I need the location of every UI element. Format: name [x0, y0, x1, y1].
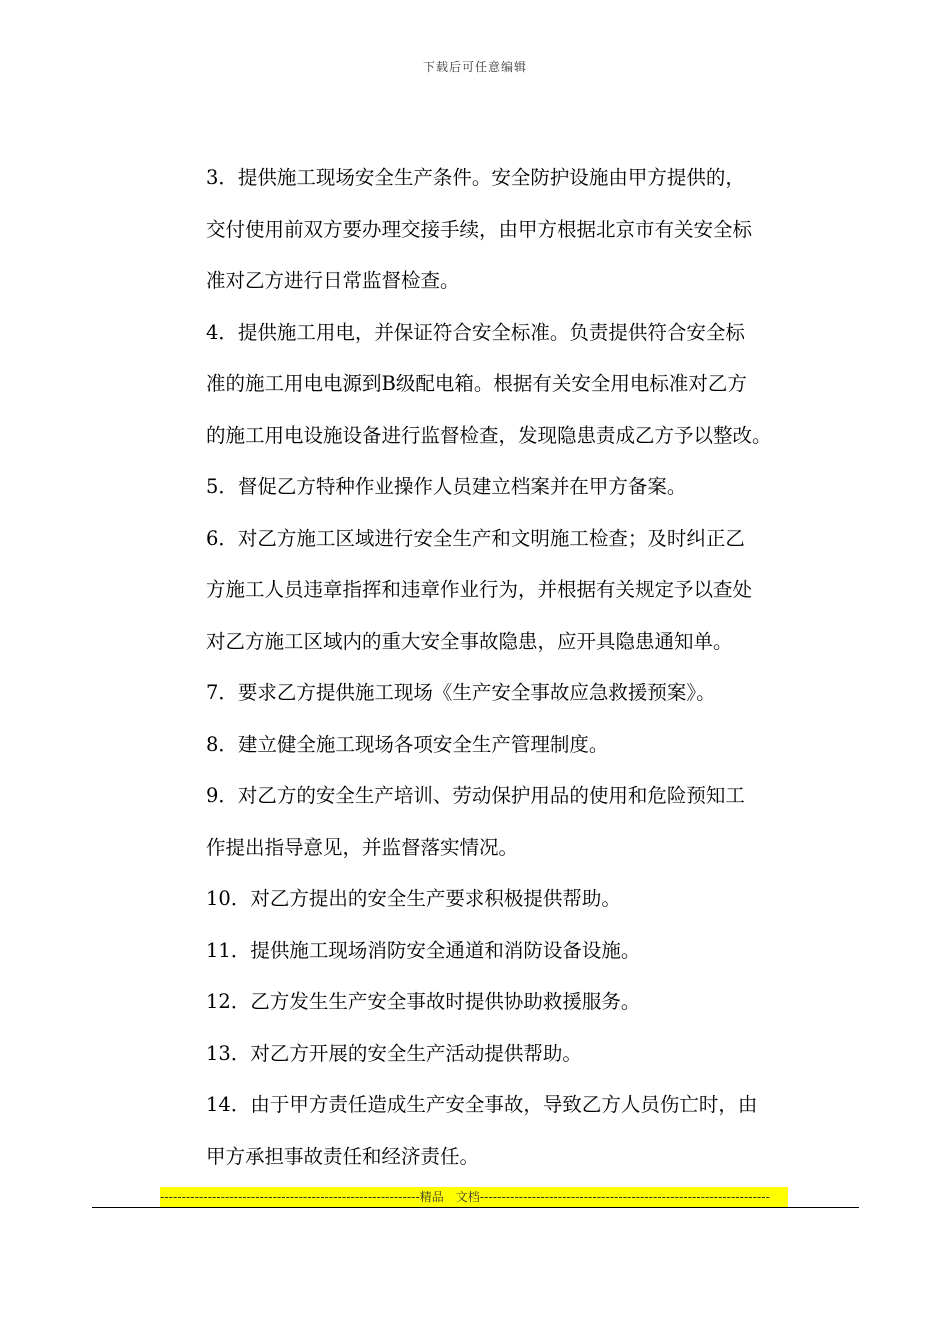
text-line: 8．建立健全施工现场各项安全生产管理制度。	[206, 732, 609, 756]
paragraph-item-3	[206, 152, 856, 307]
text-line: 准对乙方进行日常监督检查。	[206, 269, 460, 292]
paragraph-item-11	[206, 925, 856, 977]
text-line: 3．提供施工现场安全生产条件。安全防护设施由甲方提供的，	[206, 166, 745, 189]
text-line: 12．乙方发生生产安全事故时提供协助救援服务。	[206, 990, 641, 1013]
text-line: 准的施工用电电源到B级配电箱。根据有关安全用电标准对乙方	[206, 372, 747, 395]
text-line: 5．督促乙方特种作业操作人员建立档案并在甲方备案。	[206, 475, 687, 498]
footer-divider	[92, 1207, 859, 1208]
text-line: 7．要求乙方提供施工现场《生产安全事故应急救援预案》。	[206, 681, 716, 704]
text-line: 4．提供施工用电，并保证符合安全标准。负责提供符合安全标	[206, 320, 745, 344]
paragraph-item-12	[206, 976, 856, 1028]
text-line: 交付使用前双方要办理交接手续，由甲方根据北京市有关安全标	[206, 217, 753, 241]
paragraph-item-6	[206, 513, 856, 668]
paragraph-item-10	[206, 873, 856, 925]
text-line: 10．对乙方提出的安全生产要求积极提供帮助。	[206, 887, 621, 910]
text-line: 对乙方施工区域内的重大安全事故隐患，应开具隐患通知单。	[206, 629, 733, 653]
text-line: 13．对乙方开展的安全生产活动提供帮助。	[206, 1041, 582, 1065]
paragraph-item-4	[206, 307, 856, 462]
text-line: 11．提供施工现场消防安全通道和消防设备设施。	[206, 938, 641, 962]
text-line: 作提出指导意见，并监督落实情况。	[206, 835, 519, 859]
paragraph-item-14	[206, 1079, 856, 1182]
text-line: 9．对乙方的安全生产培训、劳动保护用品的使用和危险预知工	[206, 784, 745, 807]
paragraph-item-13	[206, 1028, 856, 1080]
text-line: 甲方承担事故责任和经济责任。	[206, 1144, 480, 1168]
paragraph-item-8	[206, 719, 856, 771]
document-body	[206, 152, 856, 1182]
page-header: 下载后可任意编辑	[422, 60, 527, 74]
text-line: 6．对乙方施工区域进行安全生产和文明施工检查；及时纠正乙	[206, 526, 745, 550]
text-line: 14．由于甲方责任造成生产安全事故，导致乙方人员伤亡时，由	[206, 1093, 758, 1116]
text-line: 方施工人员违章指挥和违章作业行为，并根据有关规定予以查处	[206, 578, 753, 601]
paragraph-item-5	[206, 461, 856, 513]
footer-watermark: ------------------------------------------------------------精品 文档-------------------------------------------------------------------	[160, 1187, 788, 1207]
paragraph-item-7	[206, 667, 856, 719]
paragraph-item-9	[206, 770, 856, 873]
text-line: 的施工用电设施设备进行监督检查，发现隐患责成乙方予以整改。	[206, 423, 772, 447]
